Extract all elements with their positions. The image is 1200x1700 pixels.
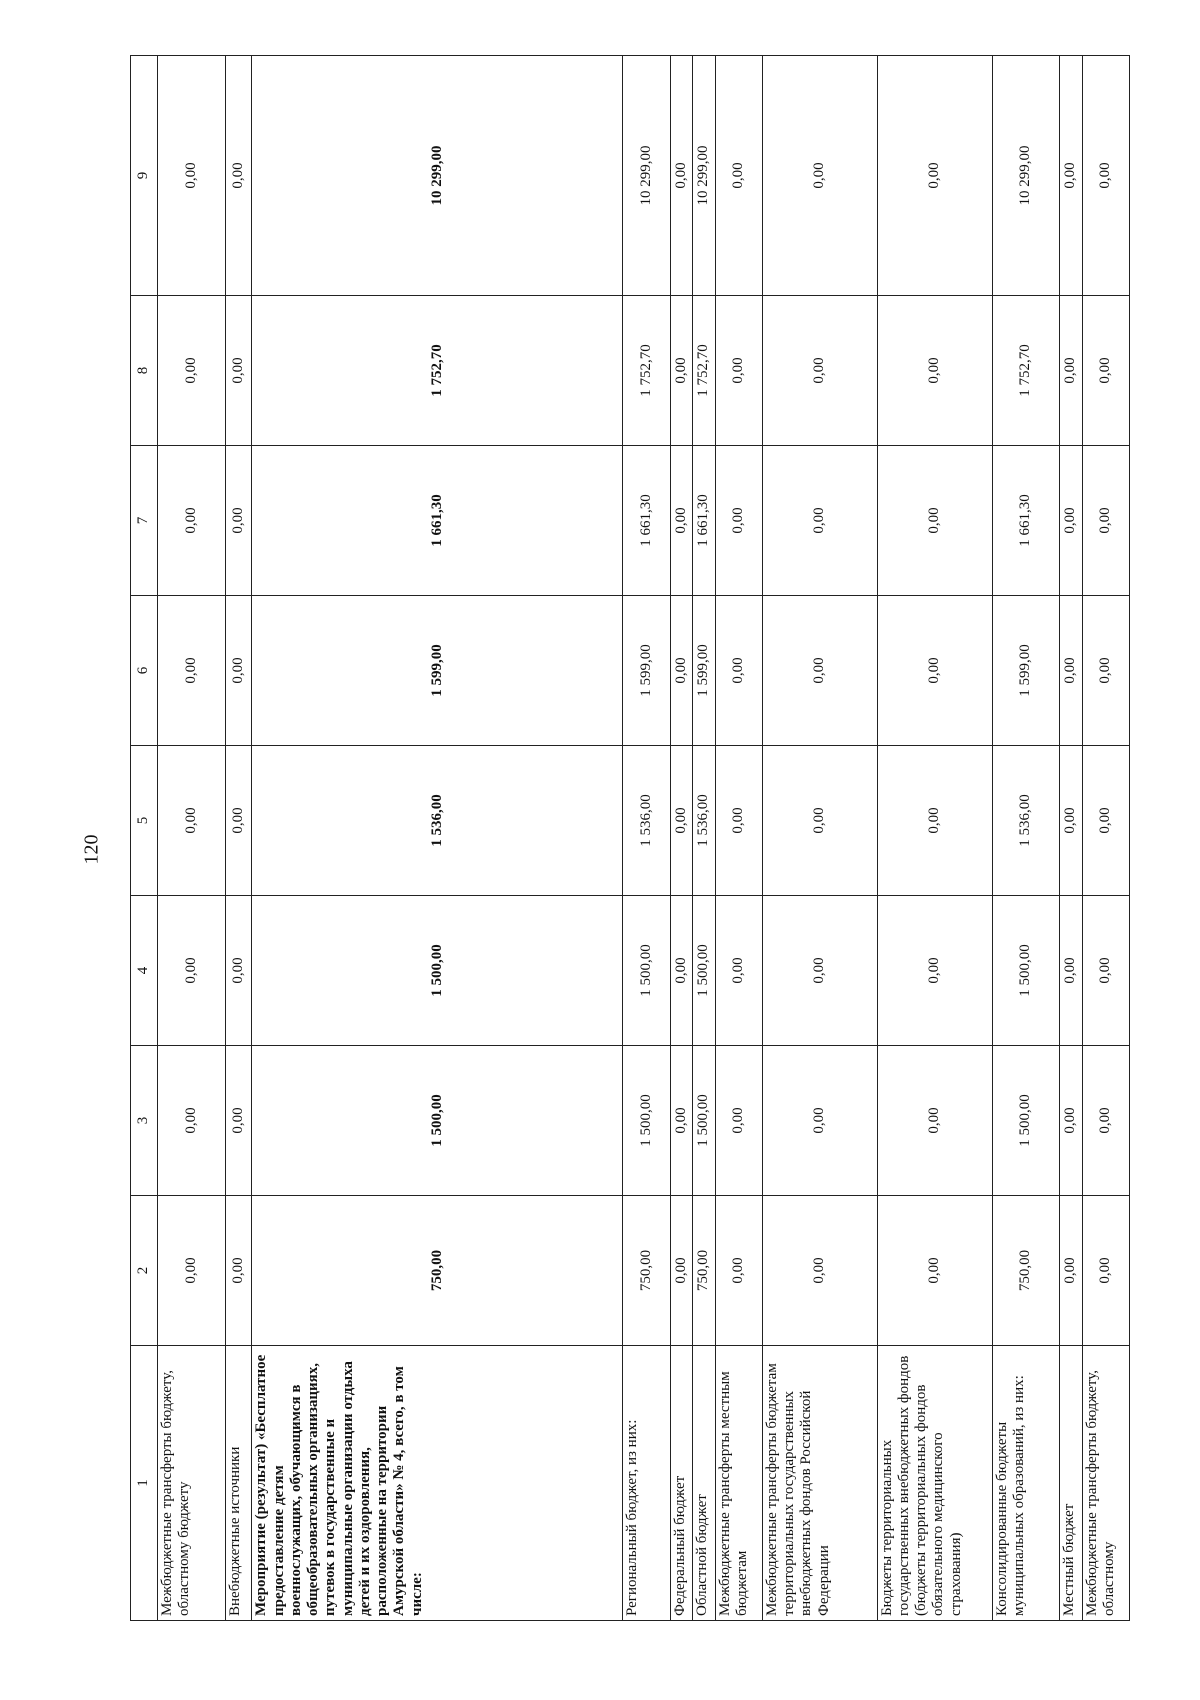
value-cell: 1 661,30: [252, 446, 623, 596]
value-cell: 0,00: [1082, 896, 1129, 1046]
value-cell: 0,00: [762, 596, 877, 746]
table-row: [992, 56, 1060, 1621]
value-cell: 0,00: [762, 1046, 877, 1196]
table-row: [762, 56, 877, 1621]
table-row: [715, 56, 762, 1621]
value-cell: 0,00: [1060, 1046, 1083, 1196]
value-cell: 1 661,30: [623, 446, 670, 596]
value-cell: 0,00: [877, 1196, 992, 1346]
value-cell: 10 299,00: [623, 56, 670, 296]
value-cell: 0,00: [1060, 1196, 1083, 1346]
value-cell: 0,00: [877, 296, 992, 446]
value-cell: 10 299,00: [992, 56, 1060, 296]
value-cell: 0,00: [877, 896, 992, 1046]
value-cell: 1 500,00: [623, 1046, 670, 1196]
value-cell: 0,00: [762, 896, 877, 1046]
value-cell: 0,00: [715, 1046, 762, 1196]
table-body: [158, 56, 1130, 1621]
value-cell: 1 752,70: [252, 296, 623, 446]
value-cell: 750,00: [252, 1196, 623, 1346]
value-cell: 0,00: [1060, 896, 1083, 1046]
row-label: Местный бюджет: [1060, 1346, 1083, 1621]
value-cell: 0,00: [1060, 746, 1083, 896]
value-cell: 0,00: [877, 1046, 992, 1196]
value-cell: 1 536,00: [252, 746, 623, 896]
value-cell: 0,00: [225, 56, 252, 296]
value-cell: 1 500,00: [623, 896, 670, 1046]
table-row: [693, 56, 716, 1621]
table-row: [623, 56, 670, 1621]
value-cell: 0,00: [877, 596, 992, 746]
row-label: Региональный бюджет, из них:: [623, 1346, 670, 1621]
value-cell: 0,00: [1060, 446, 1083, 596]
value-cell: 1 661,30: [992, 446, 1060, 596]
table-row: [225, 56, 252, 1621]
value-cell: 0,00: [715, 446, 762, 596]
value-cell: 1 599,00: [252, 596, 623, 746]
value-cell: 10 299,00: [693, 56, 716, 296]
rotated-table-container: [130, 106, 1130, 1621]
value-cell: 0,00: [762, 1196, 877, 1346]
value-cell: 0,00: [158, 56, 226, 296]
value-cell: 1 752,70: [693, 296, 716, 446]
value-cell: 0,00: [715, 596, 762, 746]
value-cell: 1 599,00: [623, 596, 670, 746]
value-cell: 0,00: [1082, 746, 1129, 896]
value-cell: 0,00: [762, 296, 877, 446]
value-cell: 0,00: [225, 746, 252, 896]
value-cell: 0,00: [877, 746, 992, 896]
value-cell: 0,00: [877, 446, 992, 596]
value-cell: 0,00: [225, 1046, 252, 1196]
row-label: Межбюджетные трансферты бюджетам территориальных государственных внебюджетных фондов Российской Федерации: [762, 1346, 877, 1621]
row-label: Мероприятие (результат) «Бесплатное предоставление детям военнослужащих, обучающимся в общеобразовательных организациях, путевок в государственные и муниципальные организации отдыха детей и их оздоровления, расположенные на территории Амурской области» № 4, всего, в том числе:: [252, 1346, 623, 1621]
value-cell: 0,00: [225, 896, 252, 1046]
value-cell: 1 500,00: [693, 896, 716, 1046]
table-row: [670, 56, 693, 1621]
value-cell: 1 536,00: [992, 746, 1060, 896]
value-cell: 0,00: [715, 746, 762, 896]
value-cell: 0,00: [670, 596, 693, 746]
value-cell: 0,00: [715, 896, 762, 1046]
column-header: 2: [131, 1196, 158, 1346]
value-cell: 0,00: [877, 56, 992, 296]
value-cell: 1 500,00: [992, 896, 1060, 1046]
value-cell: 0,00: [225, 296, 252, 446]
value-cell: 0,00: [1082, 1196, 1129, 1346]
value-cell: 0,00: [158, 746, 226, 896]
value-cell: 0,00: [1082, 1046, 1129, 1196]
value-cell: 0,00: [670, 1196, 693, 1346]
row-label: Областной бюджет: [693, 1346, 716, 1621]
row-label: Бюджеты территориальных государственных внебюджетных фондов (бюджеты территориальных фондов обязательного медицинского страхования): [877, 1346, 992, 1621]
value-cell: 750,00: [693, 1196, 716, 1346]
value-cell: 1 536,00: [693, 746, 716, 896]
value-cell: 0,00: [670, 296, 693, 446]
row-label: Федеральный бюджет: [670, 1346, 693, 1621]
value-cell: 0,00: [670, 446, 693, 596]
value-cell: 1 599,00: [992, 596, 1060, 746]
value-cell: 0,00: [715, 296, 762, 446]
value-cell: 0,00: [715, 56, 762, 296]
column-header: 6: [131, 596, 158, 746]
value-cell: 0,00: [670, 1046, 693, 1196]
value-cell: 0,00: [762, 56, 877, 296]
value-cell: 1 500,00: [252, 896, 623, 1046]
column-header: 9: [131, 56, 158, 296]
value-cell: 0,00: [1060, 56, 1083, 296]
table-row: [877, 56, 992, 1621]
value-cell: 1 752,70: [623, 296, 670, 446]
value-cell: 0,00: [1060, 296, 1083, 446]
table-row: [1082, 56, 1129, 1621]
value-cell: 0,00: [158, 1196, 226, 1346]
column-header: 5: [131, 746, 158, 896]
value-cell: 1 536,00: [623, 746, 670, 896]
row-label: Внебюджетные источники: [225, 1346, 252, 1621]
value-cell: 1 752,70: [992, 296, 1060, 446]
value-cell: 0,00: [670, 896, 693, 1046]
value-cell: 0,00: [225, 1196, 252, 1346]
value-cell: 0,00: [715, 1196, 762, 1346]
table-row: [158, 56, 226, 1621]
value-cell: 0,00: [158, 446, 226, 596]
column-header: 7: [131, 446, 158, 596]
value-cell: 0,00: [1082, 596, 1129, 746]
column-header: 4: [131, 896, 158, 1046]
value-cell: 0,00: [1060, 596, 1083, 746]
value-cell: 1 500,00: [693, 1046, 716, 1196]
value-cell: 0,00: [762, 746, 877, 896]
row-label: Межбюджетные трансферты местным бюджетам: [715, 1346, 762, 1621]
value-cell: 0,00: [225, 596, 252, 746]
value-cell: 1 661,30: [693, 446, 716, 596]
value-cell: 0,00: [158, 1046, 226, 1196]
table-row: [252, 56, 623, 1621]
value-cell: 0,00: [1082, 446, 1129, 596]
value-cell: 1 500,00: [252, 1046, 623, 1196]
value-cell: 0,00: [225, 446, 252, 596]
value-cell: 1 500,00: [992, 1046, 1060, 1196]
header-row: [131, 56, 158, 1621]
row-label: Межбюджетные трансферты бюджету, областному: [1082, 1346, 1129, 1621]
budget-table: [130, 55, 1130, 1621]
value-cell: 0,00: [670, 56, 693, 296]
value-cell: 0,00: [762, 446, 877, 596]
value-cell: 0,00: [158, 596, 226, 746]
value-cell: 0,00: [1082, 56, 1129, 296]
value-cell: 10 299,00: [252, 56, 623, 296]
table-row: [1060, 56, 1083, 1621]
value-cell: 0,00: [670, 746, 693, 896]
column-header: 3: [131, 1046, 158, 1196]
value-cell: 1 599,00: [693, 596, 716, 746]
value-cell: 0,00: [1082, 296, 1129, 446]
row-label: Межбюджетные трансферты бюджету, областному бюджету: [158, 1346, 226, 1621]
column-header: 1: [131, 1346, 158, 1621]
value-cell: 750,00: [623, 1196, 670, 1346]
column-header: 8: [131, 296, 158, 446]
value-cell: 0,00: [158, 296, 226, 446]
value-cell: 750,00: [992, 1196, 1060, 1346]
row-label: Консолидированные бюджеты муниципальных образований, из них:: [992, 1346, 1060, 1621]
page-number: 120: [80, 834, 103, 865]
value-cell: 0,00: [158, 896, 226, 1046]
